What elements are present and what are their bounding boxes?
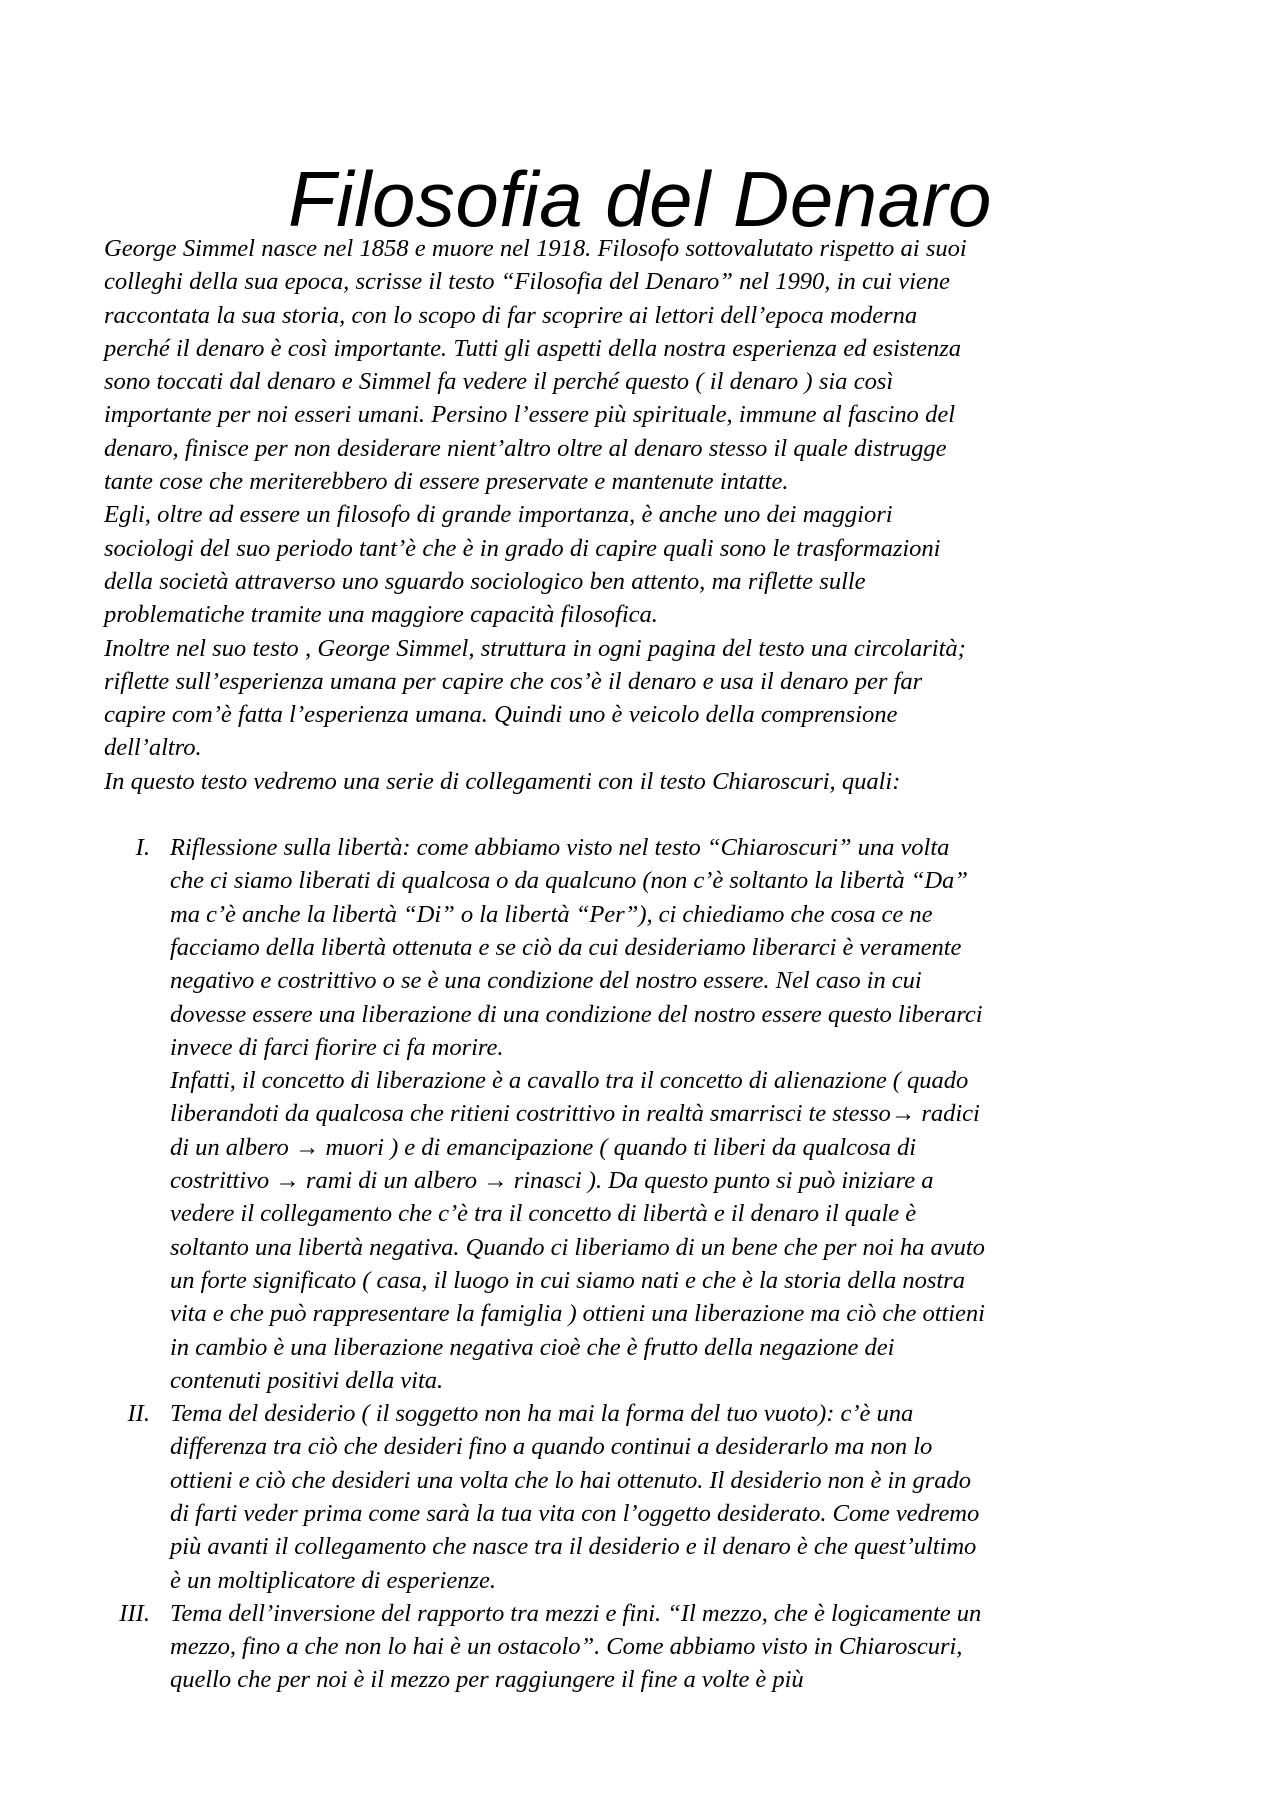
list-marker: I. [135, 834, 150, 862]
list-item [104, 1597, 988, 1697]
intro-paragraph-4: In questo testo vedremo una serie di collegamenti con il testo Chiaroscuri, quali: [104, 767, 901, 795]
intro-paragraph-3: Inoltre nel suo testo , George Simmel, struttura in ogni pagina del testo una circolarità; riflette sull’esperienza umana per capire che cos’è il denaro e usa il denaro per far capire com’è fatta l’esperienza umana. Quindi uno è veicolo della comprensione dell’altro. [104, 634, 966, 762]
page-title: Filosofia del Denaro [288, 155, 992, 244]
list-marker: III. [119, 1599, 150, 1627]
list-item-body [170, 1397, 988, 1597]
list-item-paragraph: Tema dell’inversione del rapporto tra mezzi e fini. “Il mezzo, che è logicamente un mezzo, fino a che non lo hai è un ostacolo”. Come abbiamo visto in Chiaroscuri, quello che per noi è il mezzo per raggiungere il fine a volte è più [170, 1599, 982, 1694]
document-body [104, 232, 988, 1697]
intro-paragraph-2: Egli, oltre ad essere un filosofo di grande importanza, è anche uno dei maggiori sociologi del suo periodo tant’è che è in grado di capire quali sono le trasformazioni della società attraverso uno sguardo sociologico ben attento, ma riflette sulle problematiche tramite una maggiore capacità filosofica. [104, 501, 941, 629]
list-item [104, 1397, 988, 1597]
list-item [104, 831, 988, 1397]
list-item-paragraph: Tema del desiderio ( il soggetto non ha mai la forma del tuo vuoto): c’è una differenza tra ciò che desideri fino a quando continui a desiderarlo ma non lo ottieni e ciò che desideri una volta che lo hai ottenuto. Il desiderio non è in grado di farti veder prima come sarà la tua vita con l’oggetto desiderato. Come vedremo più avanti il collegamento che nasce tra il desiderio e il denaro è che quest’ultimo è un moltiplicatore di esperienze. [170, 1400, 980, 1594]
list-item-body [170, 831, 988, 1397]
intro-paragraph-1: George Simmel nasce nel 1858 e muore nel 1918. Filosofo sottovalutato rispetto ai suoi colleghi della sua epoca, scrisse il testo “Filosofia del Denaro” nel 1990, in cui viene raccontata la sua storia, con lo scopo di far scoprire ai lettori dell’epoca moderna perché il denaro è così importante. Tutti gli aspetti della nostra esperienza ed esistenza sono toccati dal denaro e Simmel fa vedere il perché questo ( il denaro ) sia così importante per noi esseri umani. Persino l’essere più spirituale, immune al fascino del denaro, finisce per non desiderare nient’altro oltre al denaro stesso il quale distrugge tante cose che meriterebbero di essere preservate e mantenute intatte. [104, 235, 967, 496]
list-marker: II. [127, 1400, 150, 1428]
list-item-paragraph: Riflessione sulla libertà: come abbiamo visto nel testo “Chiaroscuri” una volta che ci siamo liberati di qualcosa o da qualcuno (non c’è soltanto la libertà “Da” ma c’è anche la libertà “Di” o la libertà “Per”), ci chiediamo che cosa ce ne facciamo della libertà ottenuta e se ciò da cui desideriamo liberarci è veramente negativo e costrittivo o se è una condizione del nostro essere. Nel caso in cui dovesse essere una liberazione di una condizione del nostro essere questo liberarci invece di farci fiorire ci fa morire. [170, 834, 983, 1061]
roman-numeral-list [104, 831, 988, 1697]
list-item-body [170, 1597, 988, 1697]
list-item-paragraph: Infatti, il concetto di liberazione è a cavallo tra il concetto di alienazione ( quado liberandoti da qualcosa che ritieni costrittivo in realtà smarrisci te stesso→ radici di un albero → muori ) e di emancipazione ( quando ti liberi da qualcosa di costrittivo → rami di un albero → rinasci ). Da questo punto si può iniziare a vedere il collegamento che c’è tra il concetto di libertà e il denaro il quale è soltanto una libertà negativa. Quando ci liberiamo di un bene che per noi ha avuto un forte significato ( casa, il luogo in cui siamo nati e che è la storia della nostra vita e che può rappresentare la famiglia ) ottieni una liberazione ma ciò che ottieni in cambio è una liberazione negativa cioè che è frutto della negazione dei contenuti positivi della vita. [170, 1067, 985, 1394]
